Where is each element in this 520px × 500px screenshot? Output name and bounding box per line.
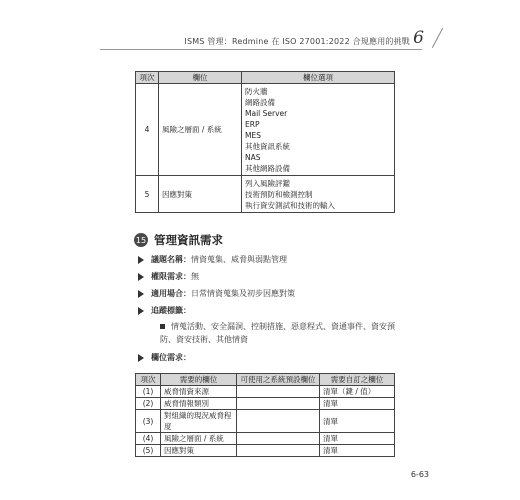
option-item: 網路設備 xyxy=(245,98,275,107)
bullet-field-requirements xyxy=(138,352,191,363)
row-default-field xyxy=(237,433,320,445)
row-custom-field: 清單（鍵 / 值） xyxy=(320,386,395,398)
row-index: (4) xyxy=(136,433,161,445)
running-header: ISMS 管理：Redmine 在 ISO 27001:2022 合規應用的挑戰 xyxy=(184,37,410,46)
row-required-field: 對組織的現況威脅程度 xyxy=(161,410,237,433)
page-number: 6-63 xyxy=(410,470,429,479)
table-row xyxy=(136,445,395,457)
header-slash-decoration xyxy=(432,28,443,48)
option-item: 其他資訊系統 xyxy=(245,142,290,151)
row-options xyxy=(242,84,395,176)
option-item: 執行資安測試和技術的輸入 xyxy=(245,201,335,210)
col-header-options: 欄位選項 xyxy=(242,72,395,84)
tracking-tags-list xyxy=(160,320,400,346)
row-custom-field: 清單 xyxy=(320,398,395,410)
row-required-field: 威脅情資來源 xyxy=(161,386,237,398)
row-field: 因應對策 xyxy=(159,176,242,213)
field-requirements-table xyxy=(135,373,395,457)
header-rule xyxy=(100,49,422,50)
option-item: ERP xyxy=(245,120,260,129)
bullet-permission xyxy=(138,271,199,282)
row-index: (3) xyxy=(136,410,161,433)
chapter-number: 6 xyxy=(413,28,424,48)
triangle-bullet-icon xyxy=(138,290,144,298)
bullet-label: 議題名稱： xyxy=(151,255,191,264)
col-header-index: 項次 xyxy=(136,72,159,84)
option-item: 其他網路設備 xyxy=(245,164,290,173)
row-custom-field: 清單 xyxy=(320,410,395,433)
bullet-value: 日常情資蒐集及初步因應對策 xyxy=(191,289,295,298)
bullet-tracking-tags xyxy=(138,305,191,316)
bullet-occasion xyxy=(138,288,295,299)
table-row xyxy=(136,433,395,445)
row-required-field: 因應對策 xyxy=(161,445,237,457)
section-title: 管理資訊需求 xyxy=(154,233,223,247)
bullet-value: 情資蒐集、威脅與弱點管理 xyxy=(191,255,287,264)
col-header-custom-field: 需要自訂之欄位 xyxy=(320,374,395,386)
triangle-bullet-icon xyxy=(138,273,144,281)
bullet-label: 權限需求： xyxy=(151,272,191,281)
col-header-required-field: 需要的欄位 xyxy=(161,374,237,386)
row-default-field xyxy=(237,398,320,410)
row-index: 5 xyxy=(136,176,159,213)
option-item: 列入風險評鑑 xyxy=(245,179,290,188)
triangle-bullet-icon xyxy=(138,256,144,264)
col-header-field: 欄位 xyxy=(159,72,242,84)
table-header-row xyxy=(136,72,395,84)
table-row xyxy=(136,176,395,213)
section-number-badge: 15 xyxy=(134,233,148,247)
row-required-field: 風險之層面 / 系統 xyxy=(161,433,237,445)
bullet-label: 欄位需求： xyxy=(151,353,191,362)
bullet-label: 追蹤標籤： xyxy=(151,306,191,315)
row-index: (5) xyxy=(136,445,161,457)
row-default-field xyxy=(237,445,320,457)
option-item: 防火牆 xyxy=(245,87,268,96)
option-item: NAS xyxy=(245,153,261,162)
row-index: (2) xyxy=(136,398,161,410)
row-field: 風險之層面 / 系統 xyxy=(159,84,242,176)
row-custom-field: 清單 xyxy=(320,445,395,457)
table-header-row xyxy=(136,374,395,386)
table-row xyxy=(136,410,395,433)
table-row xyxy=(136,386,395,398)
row-required-field: 威脅情報類別 xyxy=(161,398,237,410)
bullet-label: 適用場合： xyxy=(151,289,191,298)
table-row xyxy=(136,398,395,410)
row-default-field xyxy=(237,410,320,433)
triangle-bullet-icon xyxy=(138,354,144,362)
triangle-bullet-icon xyxy=(138,307,144,315)
section-heading xyxy=(134,232,223,248)
field-options-table xyxy=(135,71,395,213)
col-header-default-field: 可使用之系統預設欄位 xyxy=(237,374,320,386)
row-options xyxy=(242,176,395,213)
table-row xyxy=(136,84,395,176)
row-custom-field: 清單 xyxy=(320,433,395,445)
bullet-value: 無 xyxy=(191,272,199,281)
bullet-topic-name xyxy=(138,254,287,265)
row-index: (1) xyxy=(136,386,161,398)
tracking-tags-text: 情蒐活動、安全漏洞、控制措施、惡意程式、資通事件、資安預防、資安技術、其他情資 xyxy=(160,322,395,344)
col-header-index: 項次 xyxy=(136,374,161,386)
option-item: 技術預防和檢測控制 xyxy=(245,190,313,199)
row-index: 4 xyxy=(136,84,159,176)
option-item: Mail Server xyxy=(245,109,288,118)
row-default-field xyxy=(237,386,320,398)
square-bullet-icon xyxy=(160,324,165,329)
option-item: MES xyxy=(245,131,261,140)
